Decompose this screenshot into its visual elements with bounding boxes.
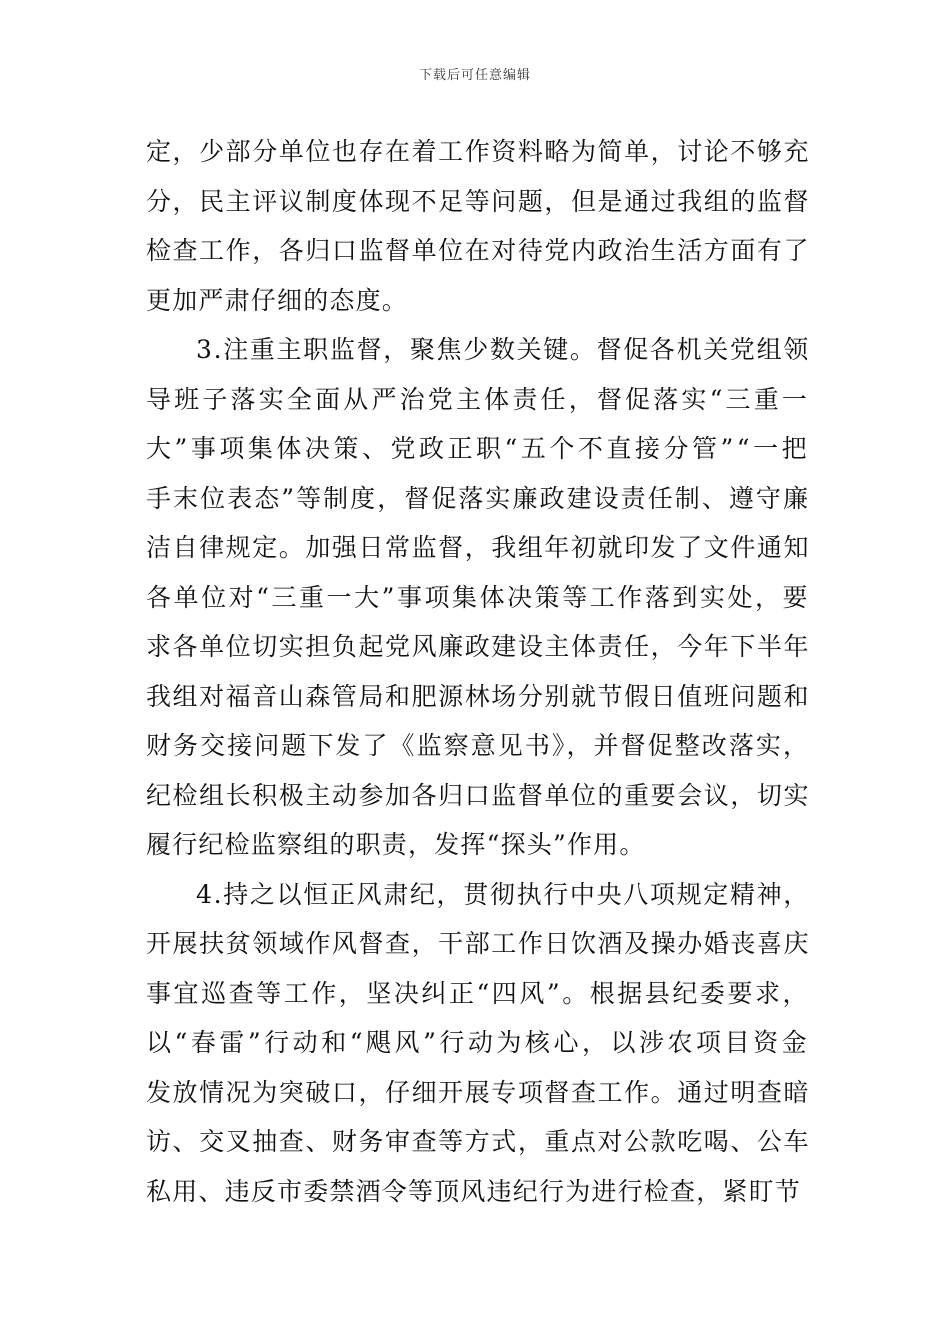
text-line: 4.持之以恒正风肃纪，贯彻执行中央八项规定精神，	[196, 879, 810, 909]
text-line: 分，民主评议制度体现不足等问题，但是通过我组的监督	[146, 186, 810, 216]
text-line: 以“春雷”行动和“飓风”行动为核心，以涉农项目资金	[146, 1028, 810, 1057]
text-line: 大”事项集体决策、党政正职“五个不直接分管”“一把	[146, 434, 810, 463]
text-line: 事宜巡查等工作，坚决纠正“四风”。根据县纪委要求，	[146, 978, 810, 1008]
text-line: 手末位表态”等制度，督促落实廉政建设责任制、遵守廉	[146, 483, 810, 513]
text-line: 开展扶贫领域作风督查，干部工作日饮酒及操办婚丧喜庆	[146, 929, 810, 958]
text-line: 发放情况为突破口，仔细开展专项督查工作。通过明查暗	[146, 1077, 810, 1107]
text-line: 我组对福音山森管局和肥源林场分别就节假日值班问题和	[146, 681, 810, 711]
text-line: 洁自律规定。加强日常监督，我组年初就印发了文件通知	[146, 533, 810, 562]
text-line: 求各单位切实担负起党风廉政建设主体责任，今年下半年	[146, 632, 810, 661]
text-line: 检查工作，各归口监督单位在对待党内政治生活方面有了	[146, 236, 810, 265]
text-line: 私用、违反市委禁酒令等顶风违纪行为进行检查，紧盯节	[146, 1176, 802, 1206]
document-body	[146, 127, 810, 1216]
text-line: 导班子落实全面从严治党主体责任，督促落实“三重一	[146, 384, 810, 414]
text-line: 访、交叉抽查、财务审查等方式，重点对公款吃喝、公车	[146, 1127, 810, 1156]
text-line: 财务交接问题下发了《监察意见书》，并督促整改落实，	[146, 731, 810, 760]
text-line: 履行纪检监察组的职责，发挥“探头”作用。	[146, 830, 646, 859]
text-line: 各单位对“三重一大”事项集体决策等工作落到实处，要	[146, 582, 810, 612]
text-line: 纪检组长积极主动参加各归口监督单位的重要会议，切实	[146, 780, 810, 810]
text-line: 定，少部分单位也存在着工作资料略为简单，讨论不够充	[146, 137, 810, 166]
text-line: 3.注重主职监督，聚焦少数关键。督促各机关党组领	[196, 335, 810, 364]
text-line: 更加严肃仔细的态度。	[146, 285, 409, 315]
page-header: 下载后可任意编辑	[418, 68, 531, 83]
